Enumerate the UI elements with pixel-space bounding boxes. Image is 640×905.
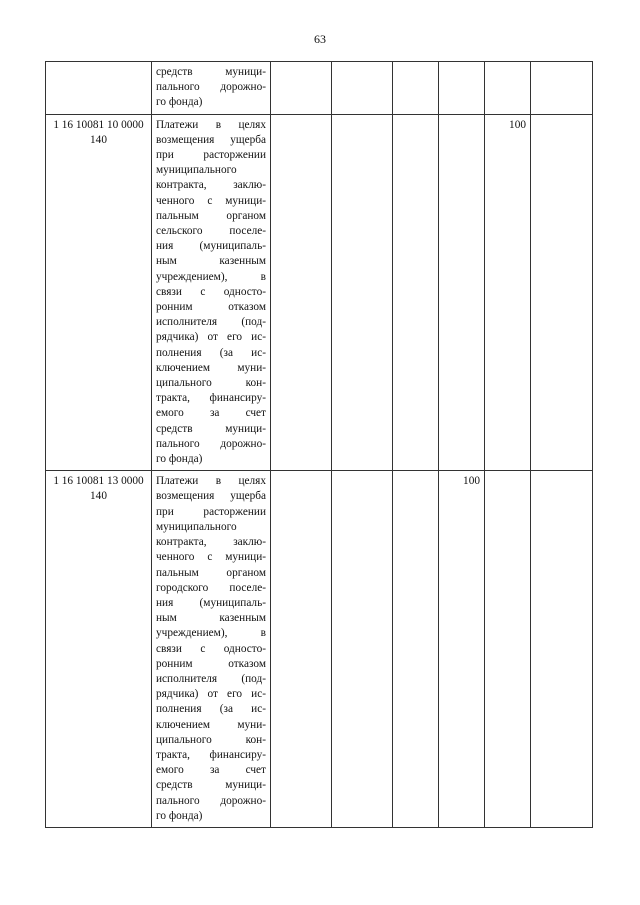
- budget-code-cell: 1 16 10081 13 0000 140: [46, 471, 152, 828]
- description-line: средств муници-: [156, 422, 266, 435]
- value-cell: [393, 471, 439, 828]
- description-line: го фонда): [156, 96, 203, 109]
- value-cell: [271, 62, 332, 115]
- description-line: ципального кон-: [156, 377, 266, 390]
- description-line: контракта, заклю-: [156, 179, 266, 192]
- value-cell: [393, 62, 439, 115]
- value-cell: [332, 62, 393, 115]
- description-line: ченного с муници-: [156, 551, 266, 564]
- description-line: городского поселе-: [156, 581, 266, 594]
- description-cell: [152, 471, 271, 828]
- description-line: ципального кон-: [156, 733, 266, 746]
- description-cell: [152, 62, 271, 115]
- description-line: ченного с муници-: [156, 194, 266, 207]
- description-line: тракта, финансиру-: [156, 392, 266, 405]
- description-line: ключением муни-: [156, 718, 266, 731]
- value-cell: 100: [439, 471, 485, 828]
- value-cell: [332, 471, 393, 828]
- description-line: при расторжении: [156, 505, 266, 518]
- description-line: ронним отказом: [156, 657, 266, 670]
- description-line: контракта, заклю-: [156, 536, 266, 549]
- description-line: связи с односто-: [156, 642, 266, 655]
- description-line: при расторжении: [156, 149, 266, 162]
- description-line: сельского поселе-: [156, 225, 266, 238]
- description-line: учреждением), в: [156, 270, 266, 283]
- value-cell: [332, 114, 393, 471]
- description-line: ния (муниципаль-: [156, 240, 266, 253]
- description-line: го фонда): [156, 453, 203, 466]
- description-line: средств муници-: [156, 779, 266, 792]
- description-line: Платежи в целях: [156, 118, 266, 131]
- value-cell: [271, 114, 332, 471]
- value-cell: [439, 62, 485, 115]
- value-cell: [439, 114, 485, 471]
- description-line: возмещения ущерба: [156, 133, 266, 146]
- value-cell: [485, 62, 531, 115]
- description-cell: [152, 114, 271, 471]
- description-line: муниципального: [156, 164, 237, 177]
- description-line: полнения (за ис-: [156, 703, 266, 716]
- description-line: средств муници-: [156, 66, 266, 78]
- value-cell: 100: [485, 114, 531, 471]
- description-line: пального дорожно-: [156, 794, 266, 807]
- value-cell: [531, 114, 593, 471]
- value-cell: [485, 471, 531, 828]
- value-cell: [271, 471, 332, 828]
- description-line: ронним отказом: [156, 301, 266, 314]
- description-line: пальным органом: [156, 566, 266, 579]
- value-cell: [531, 471, 593, 828]
- description-line: учреждением), в: [156, 627, 266, 640]
- budget-table: [45, 61, 593, 828]
- description-line: рядчика) от его ис-: [156, 688, 266, 701]
- description-line: пальным органом: [156, 209, 266, 222]
- description-line: емого за счет: [156, 407, 266, 420]
- description-line: емого за счет: [156, 764, 266, 777]
- description-line: полнения (за ис-: [156, 346, 266, 359]
- budget-code-cell: 1 16 10081 10 0000 140: [46, 114, 152, 471]
- description-line: пального дорожно-: [156, 81, 266, 94]
- description-line: ным казенным: [156, 612, 266, 625]
- description-line: го фонда): [156, 809, 203, 822]
- description-line: рядчика) от его ис-: [156, 331, 266, 344]
- description-line: ния (муниципаль-: [156, 596, 266, 609]
- value-cell: [531, 62, 593, 115]
- description-line: муниципального: [156, 520, 237, 533]
- description-line: Платежи в целях: [156, 475, 266, 488]
- description-line: возмещения ущерба: [156, 490, 266, 503]
- budget-code-cell: [46, 62, 152, 115]
- page-number: 63: [314, 32, 326, 46]
- table-row: [46, 62, 593, 115]
- description-line: тракта, финансиру-: [156, 748, 266, 761]
- description-line: пального дорожно-: [156, 437, 266, 450]
- value-cell: [393, 114, 439, 471]
- description-line: ключением муни-: [156, 361, 266, 374]
- description-line: исполнителя (под-: [156, 316, 266, 329]
- description-line: ным казенным: [156, 255, 266, 268]
- table-row: [46, 114, 593, 471]
- description-line: связи с односто-: [156, 285, 266, 298]
- table-row: [46, 471, 593, 828]
- description-line: исполнителя (под-: [156, 672, 266, 685]
